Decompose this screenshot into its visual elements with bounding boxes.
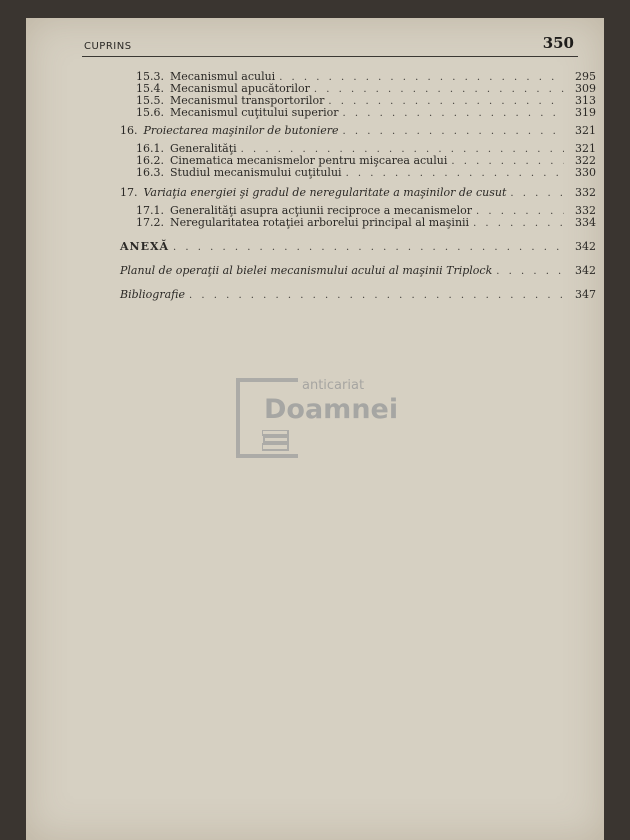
toc-entry-title: Generalităţi	[170, 142, 237, 155]
toc-entry-number: 17.2.	[136, 216, 164, 229]
toc-entry-page: 295	[575, 70, 596, 83]
watermark-big-text: Doamnei	[264, 394, 399, 425]
toc-entry-page: 342	[575, 240, 596, 253]
toc-entry-number: 16.2.	[136, 154, 164, 167]
toc-entry-number: 15.6.	[136, 106, 164, 119]
toc-entry-number: 17.	[120, 186, 138, 199]
toc-entry-title: Variaţia energiei şi gradul de neregularitate a maşinilor de cusut	[143, 186, 507, 199]
toc-entry-title: Cinematica mecanismelor pentru mişcarea acului	[170, 154, 448, 167]
toc-entry	[120, 264, 596, 277]
page-header	[84, 34, 574, 52]
toc-entry-title: ANEXĂ	[120, 240, 170, 253]
leader-dots	[189, 289, 564, 302]
toc-entry-number: 16.3.	[136, 166, 164, 179]
books-icon	[262, 430, 290, 452]
toc-entry	[136, 106, 596, 119]
toc-entry-number: 17.1.	[136, 204, 164, 217]
toc-entry-page: 309	[575, 82, 596, 95]
toc-entry-title: Bibliografie	[120, 288, 186, 301]
toc-entry-page: 332	[575, 186, 596, 199]
toc-entry-number: 16.1.	[136, 142, 164, 155]
toc-entry-page: 332	[575, 204, 596, 217]
toc-entry	[136, 216, 596, 229]
toc-entry-page: 330	[575, 166, 596, 179]
page-number: 350	[542, 34, 574, 52]
toc-entry-title: Neregularitatea rotaţiei arborelui principal al maşinii	[170, 216, 470, 229]
toc-chapter	[120, 124, 596, 137]
leader-dots	[473, 217, 564, 230]
toc-entry-title: Generalităţi asupra acţiunii reciproce a mecanismelor	[170, 204, 472, 217]
header-rule	[82, 56, 578, 57]
toc-entry-page: 321	[575, 142, 596, 155]
watermark-small-text: anticariat	[302, 378, 365, 393]
toc-entry-title: Proiectarea maşinilor de butoniere	[143, 124, 339, 137]
leader-dots	[496, 265, 564, 278]
toc-entry-page: 321	[575, 124, 596, 137]
toc-entry-page: 319	[575, 106, 596, 119]
leader-dots	[510, 187, 564, 200]
toc-entry-number: 16.	[120, 124, 138, 137]
toc-entry-title: Studiul mecanismului cuţitului	[170, 166, 342, 179]
leader-dots	[346, 167, 564, 180]
leader-dots	[343, 125, 564, 138]
running-title: CUPRINS	[84, 41, 132, 52]
toc-chapter	[120, 186, 596, 199]
toc-entry-title: Mecanismul acului	[170, 70, 276, 83]
toc-entry-title: Mecanismul cuţitului superior	[170, 106, 339, 119]
toc-entry-page: 322	[575, 154, 596, 167]
toc-entry-number: 15.5.	[136, 94, 164, 107]
toc-entry-page: 342	[575, 264, 596, 277]
toc-entry	[136, 166, 596, 179]
toc-entry-page: 334	[575, 216, 596, 229]
watermark-logo	[236, 378, 406, 460]
document-page	[26, 18, 604, 840]
toc-entry-title: Mecanismul transportorilor	[170, 94, 325, 107]
toc-entry-title: Mecanismul apucătorilor	[170, 82, 310, 95]
toc-entry-number: 15.3.	[136, 70, 164, 83]
toc-bibliography	[120, 288, 596, 301]
toc-entry-number: 15.4.	[136, 82, 164, 95]
toc-entry-page: 313	[575, 94, 596, 107]
leader-dots	[343, 107, 564, 120]
toc-entry-title: Planul de operaţii al bielei mecanismului acului al maşinii Triplock	[120, 264, 493, 277]
toc-annex	[120, 240, 596, 253]
leader-dots	[173, 241, 564, 254]
toc-entry-page: 347	[575, 288, 596, 301]
